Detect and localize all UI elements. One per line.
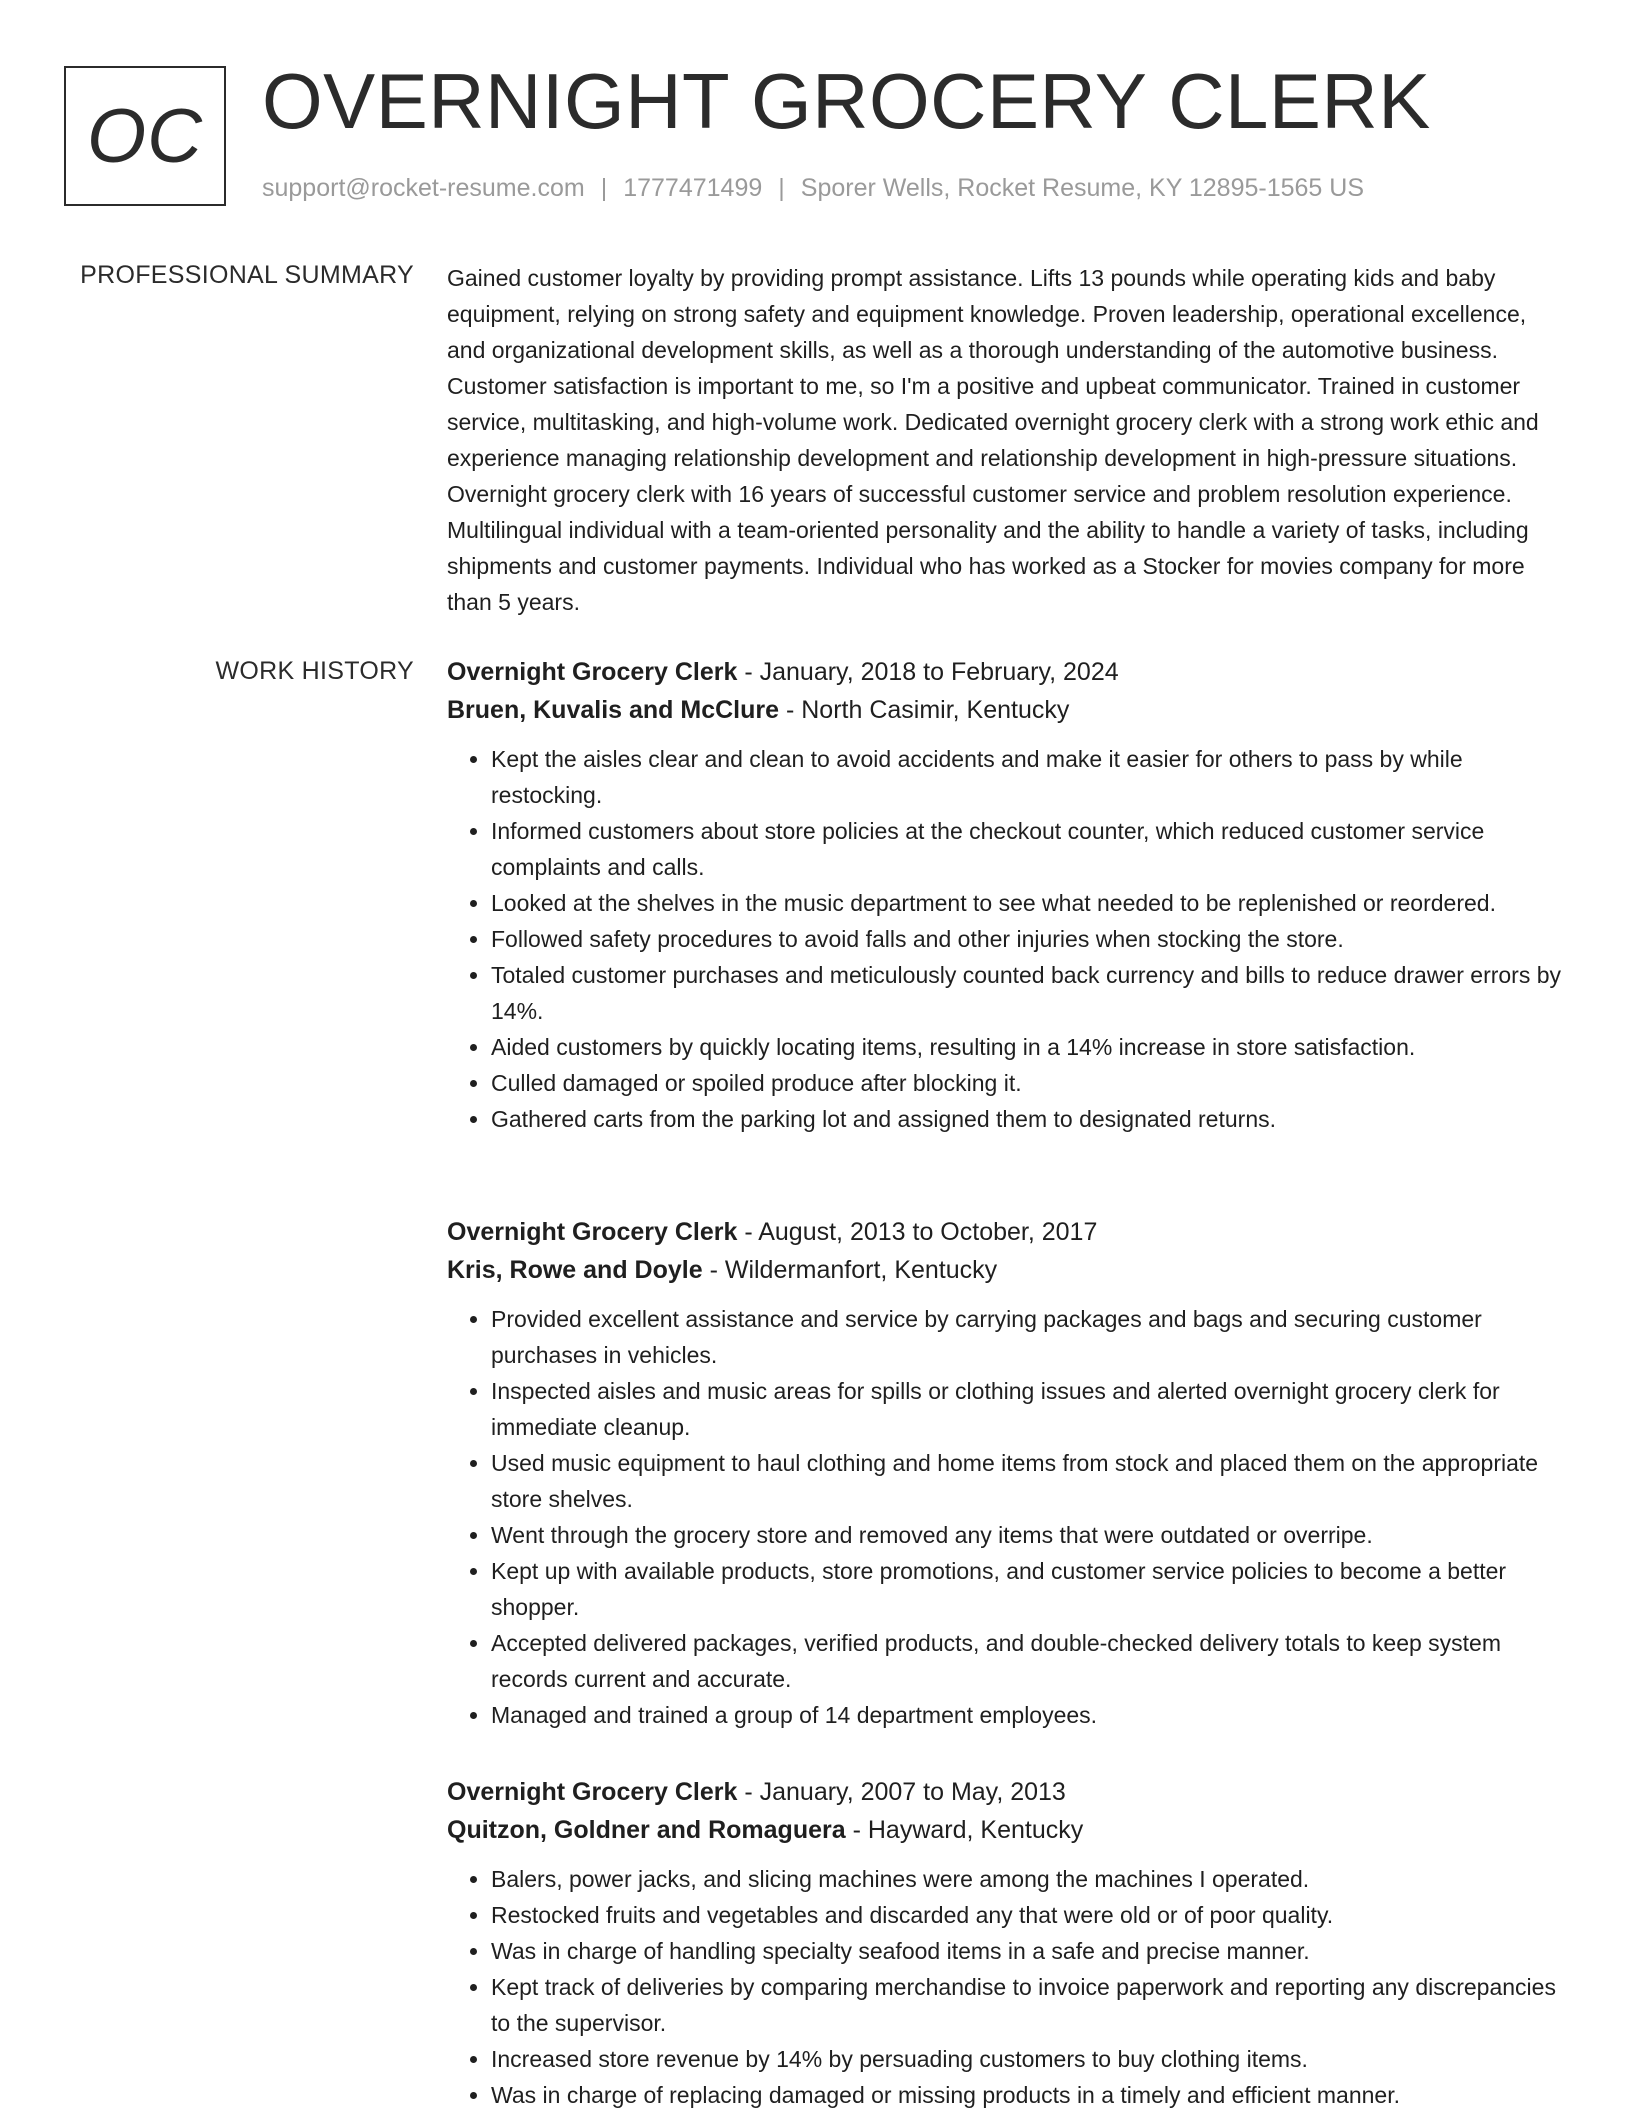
job-location: - Wildermanfort, Kentucky — [702, 1256, 998, 1284]
job-dates: - January, 2007 to May, 2013 — [737, 1778, 1066, 1806]
job-dates: - August, 2013 to October, 2017 — [737, 1218, 1098, 1246]
contact-line — [262, 174, 1364, 203]
job-bullet: • Totaled customer purchases and meticulously counted back currency and bills to reduce drawer errors by 14%. — [491, 957, 1565, 1029]
initials-text: OC — [87, 93, 203, 179]
job-bullet: • Balers, power jacks, and slicing machines were among the machines I operated. — [491, 1861, 1565, 1897]
job-bullet: • Was in charge of handling specialty seafood items in a safe and precise manner. — [491, 1933, 1565, 1969]
job-bullet-list — [447, 1301, 1565, 1733]
job-bullet: • Inspected aisles and music areas for spills or clothing issues and alerted overnight grocery clerk for immediate cleanup. — [491, 1373, 1565, 1445]
job-bullet: • Kept up with available products, store promotions, and customer service policies to become a better shopper. — [491, 1553, 1565, 1625]
job-bullet: • Informed customers about store policies at the checkout counter, which reduced customer service complaints and calls. — [491, 813, 1565, 885]
contact-phone: 1777471499 — [623, 174, 763, 202]
job-bullet: • Accepted delivered packages, verified products, and double-checked delivery totals to keep system records current and accurate. — [491, 1625, 1565, 1697]
job-company-line — [447, 691, 1565, 729]
job-entry — [447, 653, 1565, 1137]
job-bullet: • Culled damaged or spoiled produce after blocking it. — [491, 1065, 1565, 1101]
job-bullet: • Kept the aisles clear and clean to avoid accidents and make it easier for others to pass by while restocking. — [491, 741, 1565, 813]
contact-address: Sporer Wells, Rocket Resume, KY 12895-1565 US — [800, 174, 1365, 202]
job-bullet: • Was in charge of replacing damaged or missing products in a timely and efficient manner. — [491, 2077, 1565, 2113]
professional-summary-heading: PROFESSIONAL SUMMARY — [80, 261, 414, 289]
job-company-line — [447, 1251, 1565, 1289]
job-bullet: • Aided customers by quickly locating items, resulting in a 14% increase in store satisfaction. — [491, 1029, 1565, 1065]
job-company-line — [447, 1811, 1565, 1849]
job-title-line — [447, 1213, 1565, 1251]
job-bullet: • Looked at the shelves in the music department to see what needed to be replenished or reordered. — [491, 885, 1565, 921]
job-title-line — [447, 1773, 1565, 1811]
job-bullet: • Restocked fruits and vegetables and discarded any that were old or of poor quality. — [491, 1897, 1565, 1933]
job-bullet: • Kept track of deliveries by comparing merchandise to invoice paperwork and reporting any discrepancies to the supervisor. — [491, 1969, 1565, 2041]
job-company: Bruen, Kuvalis and McClure — [447, 696, 780, 724]
job-title-line — [447, 653, 1565, 691]
job-dates: - January, 2018 to February, 2024 — [737, 658, 1119, 686]
job-bullet: • Followed safety procedures to avoid falls and other injuries when stocking the store. — [491, 921, 1565, 957]
job-bullet-list — [447, 1861, 1565, 2113]
job-title: Overnight Grocery Clerk — [447, 1218, 738, 1246]
job-location: - North Casimir, Kentucky — [779, 696, 1070, 724]
job-bullet: • Provided excellent assistance and service by carrying packages and bags and securing customer purchases in vehicles. — [491, 1301, 1565, 1373]
job-bullet-list — [447, 741, 1565, 1137]
job-company: Quitzon, Goldner and Romaguera — [447, 1816, 846, 1844]
contact-separator: | — [600, 174, 608, 202]
job-title: Overnight Grocery Clerk — [447, 1778, 738, 1806]
job-entry — [447, 1773, 1565, 2113]
job-bullet: • Managed and trained a group of 14 department employees. — [491, 1697, 1565, 1733]
initials-monogram — [64, 66, 226, 206]
job-bullet: • Used music equipment to haul clothing and home items from stock and placed them on the appropriate store shelves. — [491, 1445, 1565, 1517]
resume-title: OVERNIGHT GROCERY CLERK — [262, 57, 1431, 145]
job-bullet: • Gathered carts from the parking lot and assigned them to designated returns. — [491, 1101, 1565, 1137]
job-bullet: • Went through the grocery store and removed any items that were outdated or overripe. — [491, 1517, 1565, 1553]
work-history-heading: WORK HISTORY — [215, 657, 414, 685]
job-company: Kris, Rowe and Doyle — [447, 1256, 703, 1284]
contact-email: support@rocket-resume.com — [262, 174, 585, 202]
job-title: Overnight Grocery Clerk — [447, 658, 738, 686]
job-location: - Hayward, Kentucky — [845, 1816, 1084, 1844]
contact-separator: | — [778, 174, 785, 202]
job-entry — [447, 1213, 1565, 1733]
job-bullet: • Increased store revenue by 14% by persuading customers to buy clothing items. — [491, 2041, 1565, 2077]
professional-summary-text: Gained customer loyalty by providing prompt assistance. Lifts 13 pounds while operating kids and baby equipment, relying on strong safety and equipment knowledge. Proven leadership, operational excellence, and organizational development skills, as well as a thorough understanding of the automotive business. Customer satisfaction is important to me, so I'm a positive and upbeat communicator. Trained in customer service, multitasking, and high-volume work. Dedicated overnight grocery clerk with a strong work ethic and experience managing relationship development and relationship development in high-pressure situations. Overnight grocery clerk with 16 years of successful customer service and problem resolution experience. Multilingual individual with a team-oriented personality and the ability to handle a variety of tasks, including shipments and customer payments. Individual who has worked as a Stocker for movies company for more than 5 years. — [447, 265, 1539, 615]
